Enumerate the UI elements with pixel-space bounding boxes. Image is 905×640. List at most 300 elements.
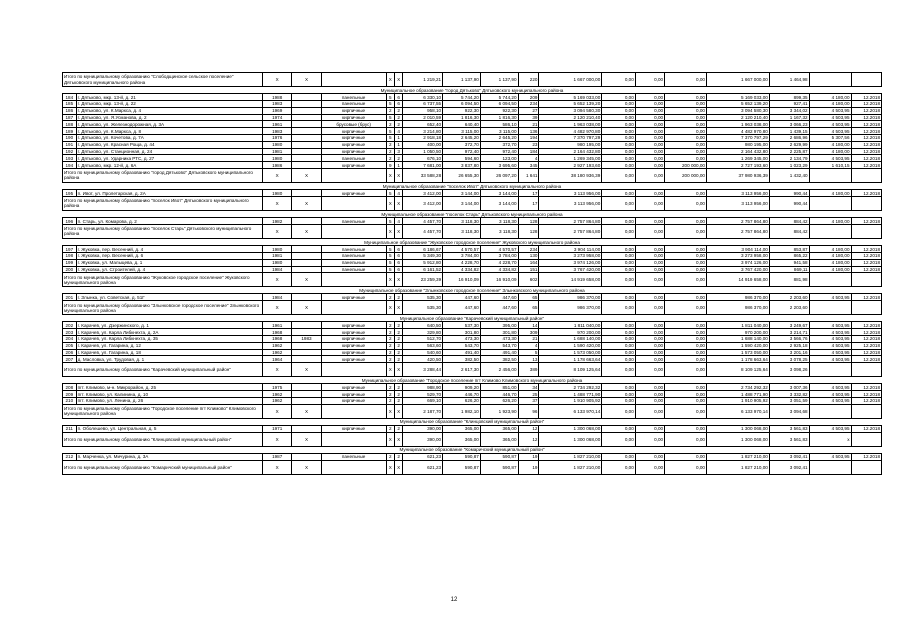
table-cell: 12.2018 (851, 398, 881, 405)
total-cell: 4 457,70 (403, 224, 443, 238)
total-cell: 535,30 (403, 301, 443, 315)
total-cell: 65 (518, 301, 539, 315)
total-cell: 128 (518, 224, 539, 238)
table-row (63, 121, 882, 128)
table-cell: 5 744,20 (480, 94, 518, 101)
table-cell: 1971 (263, 426, 292, 433)
table-cell: 2 134,79 (769, 155, 809, 162)
table-cell: 25 (518, 391, 539, 398)
table-cell: 12.2018 (851, 114, 881, 121)
table-cell (292, 134, 321, 141)
total-cell: X (394, 301, 402, 315)
table-cell: 1975 (263, 384, 292, 391)
table-cell: 990,44 (769, 190, 809, 197)
table-row (63, 141, 882, 148)
table-cell: 7 370 797,29 (539, 134, 602, 141)
total-cell (321, 301, 386, 315)
table-cell: 0,00 (665, 148, 707, 155)
total-cell (809, 363, 851, 377)
total-cell: 0,00 (665, 363, 707, 377)
total-cell (321, 224, 386, 238)
table-cell: 130 (518, 252, 539, 259)
table-cell: г. Карачев, ул. Гагарина, д. 18 (76, 349, 262, 356)
table-cell: 5 (386, 134, 394, 141)
section-total-row (63, 273, 882, 287)
table-row (63, 259, 882, 266)
total-cell (851, 73, 881, 87)
table-cell: 2 927 193,60 (539, 162, 602, 169)
total-cell: 0,00 (635, 363, 664, 377)
table-cell: 2 629,99 (769, 141, 809, 148)
table-cell: 0,00 (635, 148, 664, 155)
table-cell: 234 (518, 246, 539, 253)
table-cell: 0,00 (602, 398, 636, 405)
table-cell: 2 (386, 148, 394, 155)
table-cell: 185 (63, 100, 77, 107)
section-title: Муниципальное образование "Карачевский муниципальный район" (63, 315, 882, 322)
table-cell: 529,70 (403, 391, 443, 398)
table-cell: 652,40 (403, 121, 443, 128)
table-cell: 329,80 (403, 329, 443, 336)
table-cell: панельные (321, 155, 386, 162)
table-cell: 1962 (263, 342, 292, 349)
table-cell: 191 (63, 141, 77, 148)
table-cell: 194 (63, 162, 77, 169)
section-title: Муниципальное образование "поселок Ивот" Дятьковского муниципального района (63, 182, 882, 189)
total-cell: X (394, 73, 402, 87)
table-cell: 12.2018 (851, 155, 881, 162)
table-cell: 6 330,10 (403, 94, 443, 101)
total-cell: 0,00 (665, 404, 707, 418)
table-cell: г. Дятьково, мкр. 13-й, д. 21 (76, 94, 262, 101)
table-cell: 208 (63, 384, 77, 391)
table-cell: 203 (63, 329, 77, 336)
table-cell: 640,40 (443, 121, 481, 128)
table-cell: 2 (386, 336, 394, 343)
table-cell: 201 (63, 294, 77, 301)
total-cell: 0,00 (602, 73, 636, 87)
table-cell: 19 (518, 454, 539, 461)
table-cell: 0,00 (665, 356, 707, 363)
table-cell: 195 (63, 190, 77, 197)
table-cell: 4 570,57 (480, 246, 518, 253)
table-cell: 676,10 (403, 155, 443, 162)
table-cell: п. Марченка, ул. Мичурина, д. 3А (76, 454, 262, 461)
table-cell: 309 (518, 329, 539, 336)
total-cell (321, 73, 386, 87)
table-cell: 1 811 040,00 (707, 322, 770, 329)
table-cell: 1984 (263, 294, 292, 301)
table-cell: 6 (394, 266, 402, 273)
table-row (63, 426, 882, 433)
table-cell: 0,00 (665, 252, 707, 259)
table-cell: кирпичные (321, 336, 386, 343)
table-cell: 12.2018 (851, 342, 881, 349)
total-cell: X (263, 73, 292, 87)
total-cell (321, 273, 386, 287)
table-cell: 0,00 (665, 128, 707, 135)
total-cell: 3 144,00 (480, 196, 518, 210)
total-cell: 621,23 (403, 460, 443, 474)
table-cell: 2 645,20 (480, 134, 518, 141)
table-cell: 3 249,67 (769, 322, 809, 329)
section-header (63, 377, 882, 384)
table-cell: 4 570,57 (443, 246, 481, 253)
table-cell: 65 (518, 294, 539, 301)
total-cell: 447,60 (443, 301, 481, 315)
table-cell: 0,00 (602, 454, 636, 461)
table-cell: 4 228,70 (480, 259, 518, 266)
total-cell: X (263, 301, 292, 315)
table-cell: 4 503,95 (809, 294, 851, 301)
section-total-row (63, 168, 882, 182)
table-cell: 884,42 (769, 218, 809, 225)
total-cell: 0,00 (602, 363, 636, 377)
table-cell: 5 307,56 (809, 134, 851, 141)
total-cell: 2 757 864,80 (539, 224, 602, 238)
table-cell: 0,00 (602, 322, 636, 329)
table-cell: 869,11 (769, 266, 809, 273)
total-cell: X (263, 224, 292, 238)
table-cell: кирпичные (321, 426, 386, 433)
table-cell: 37 (518, 398, 539, 405)
table-cell: 5 (386, 218, 394, 225)
section-title: Муниципальное образование "Городское поселение пгт Климово Климовского муниципального района (63, 377, 882, 384)
total-cell: 220 (518, 73, 539, 87)
table-cell: 136 (518, 128, 539, 135)
table-cell: 301,80 (443, 329, 481, 336)
table-cell: 12.2018 (851, 252, 881, 259)
table-cell: 2 918,18 (403, 134, 443, 141)
table-cell (292, 114, 321, 121)
table-cell: брусовые (брус) (321, 121, 386, 128)
total-cell: X (292, 73, 321, 87)
table-cell: 3 767 420,00 (539, 266, 602, 273)
total-cell: 0,00 (635, 273, 664, 287)
table-cell: 4 503,95 (809, 454, 851, 461)
table-cell: г. Дятьково, ул. Железнодорожная, д. 3А (76, 121, 262, 128)
total-cell: 1 667 000,00 (707, 73, 770, 87)
total-cell: X (263, 196, 292, 210)
table-cell: 7 370 797,29 (707, 134, 770, 141)
table-cell: 12.2018 (851, 384, 881, 391)
table-cell: 3 115,00 (480, 128, 518, 135)
table-cell: 0,00 (635, 128, 664, 135)
section-header (63, 418, 882, 425)
table-cell: 3 974 126,00 (707, 259, 770, 266)
table-cell: 1981 (263, 252, 292, 259)
table-cell: 1 963 038,00 (539, 121, 602, 128)
table-cell: 2 (386, 155, 394, 162)
section-title: Муниципальное образование "поселок Старь" Дятьковского муниципального района (63, 210, 882, 217)
table-cell: 0,00 (635, 454, 664, 461)
table-cell: 3 344,02 (769, 107, 809, 114)
table-cell: 5 (386, 246, 394, 253)
total-cell: X (386, 224, 394, 238)
table-cell: 6 (394, 259, 402, 266)
total-cell: 1 923,90 (480, 404, 518, 418)
table-cell: 491,40 (443, 349, 481, 356)
table-cell: 2 (394, 426, 402, 433)
table-cell: 0,00 (635, 384, 664, 391)
total-cell: X (394, 460, 402, 474)
table-cell: 1980 (263, 141, 292, 148)
table-cell: 4 482 970,80 (539, 128, 602, 135)
table-cell: 1 688 140,00 (539, 336, 602, 343)
table-cell: 5 (386, 266, 394, 273)
table-cell: 0,00 (665, 266, 707, 273)
table-cell: 0,00 (635, 356, 664, 363)
table-cell: 123,00 (480, 155, 518, 162)
table-row (63, 94, 882, 101)
table-cell: 0,00 (665, 391, 707, 398)
table-cell: п. Ивот, ул. Пролетарская, д. 2А (76, 190, 262, 197)
table-row (63, 336, 882, 343)
table-cell: 543,70 (443, 342, 481, 349)
table-cell: 2 (394, 384, 402, 391)
table-cell (292, 148, 321, 155)
table-cell: 3 214,80 (403, 128, 443, 135)
table-cell: 2 (386, 454, 394, 461)
table-cell: 184 (63, 94, 77, 101)
total-cell: 0,00 (635, 224, 664, 238)
section-total-row (63, 196, 882, 210)
table-cell: 21 (518, 336, 539, 343)
table-cell: 206 (63, 349, 77, 356)
table-cell: 27 (518, 107, 539, 114)
total-cell: 16 910,09 (480, 273, 518, 287)
table-cell: 186 (63, 107, 77, 114)
table-cell: кирпичные (321, 128, 386, 135)
table-cell: 3 (394, 148, 402, 155)
table-cell: 6 094,50 (480, 100, 518, 107)
table-cell: 1 178 663,64 (707, 356, 770, 363)
table-cell: панельные (321, 252, 386, 259)
total-cell: 1 137,90 (443, 73, 481, 87)
table-cell: 6 094,50 (443, 100, 481, 107)
table-cell (292, 398, 321, 405)
table-cell (292, 329, 321, 336)
table-cell: 865,22 (769, 252, 809, 259)
table-cell: кирпичные (321, 162, 386, 169)
table-cell: 0,00 (665, 398, 707, 405)
total-cell: 1 464,98 (769, 73, 809, 87)
table-cell: г. Дятьково, ул. Кочетова, д. 7А (76, 134, 262, 141)
table-cell: 1 023,29 (769, 162, 809, 169)
table-cell: 2 (386, 426, 394, 433)
table-cell: 301,80 (480, 329, 518, 336)
table-cell: 210 (63, 398, 77, 405)
table-cell: 0,00 (635, 329, 664, 336)
total-cell: 1 432,40 (769, 168, 809, 182)
table-cell: 345 (518, 162, 539, 169)
table-cell: 200 (63, 266, 77, 273)
table-cell: 0,00 (602, 134, 636, 141)
total-cell: 0,00 (635, 460, 664, 474)
table-cell: 372,70 (443, 141, 481, 148)
total-cell: X (263, 168, 292, 182)
total-cell: X (386, 273, 394, 287)
total-cell: X (263, 404, 292, 418)
table-cell: кирпичные (321, 329, 386, 336)
total-cell: X (292, 273, 321, 287)
table-cell: 626,20 (480, 398, 518, 405)
table-row (63, 322, 882, 329)
total-cell: 0,00 (602, 301, 636, 315)
table-cell (292, 384, 321, 391)
table-cell: 3 695,60 (480, 162, 518, 169)
table-cell: г. Карачев, ул. Карла Либкнехта, д. 2А (76, 329, 262, 336)
table-cell: 1969 (263, 107, 292, 114)
table-cell: 6 737,55 (403, 100, 443, 107)
table-cell: 2 734 292,32 (539, 384, 602, 391)
table-cell: 563,60 (403, 342, 443, 349)
table-cell: г. Дятьково, ул. Красная Роща, д. 44 (76, 141, 262, 148)
table-cell: 204 (63, 336, 77, 343)
table-cell: 6 161,52 (403, 266, 443, 273)
table-cell: 2 (394, 107, 402, 114)
total-cell (851, 224, 881, 238)
table-cell: 446,70 (480, 391, 518, 398)
total-cell: 986 370,00 (707, 301, 770, 315)
table-cell: 0,00 (602, 162, 636, 169)
table-cell: 196 (63, 218, 77, 225)
table-cell: 626,20 (443, 398, 481, 405)
table-cell: 0,00 (635, 391, 664, 398)
total-label: Итого по муниципальному образованию "Клинцовский муниципальный район" (63, 432, 263, 446)
section-title: Муниципальное образование "Клинцовский муниципальный район" (63, 418, 882, 425)
table-cell: 0,00 (665, 94, 707, 101)
table-cell: 0,00 (665, 322, 707, 329)
table-cell: 0,00 (602, 329, 636, 336)
total-cell: 2 203,60 (769, 301, 809, 315)
table-cell: 3 904 114,00 (707, 246, 770, 253)
table-cell: 212 (63, 454, 77, 461)
table-cell: 4 (394, 190, 402, 197)
table-cell: 12.2018 (851, 128, 881, 135)
table-cell: 1 816,30 (443, 114, 481, 121)
table-cell: 2 (386, 391, 394, 398)
table-cell (292, 94, 321, 101)
table-cell: 3 113 956,00 (539, 190, 602, 197)
table-cell: 12.2018 (851, 121, 881, 128)
table-cell: 972,40 (480, 148, 518, 155)
table-cell: 194 (518, 134, 539, 141)
table-cell: 2 164 432,80 (707, 148, 770, 155)
table-cell: 365,00 (480, 426, 518, 433)
table-cell: кирпичные (321, 391, 386, 398)
table-cell: 0,00 (635, 94, 664, 101)
total-cell (809, 404, 851, 418)
table-cell: г. Дятьково, ул. Ударника РТС, д. 27 (76, 155, 262, 162)
table-cell: 0,00 (665, 384, 707, 391)
table-cell: 958,10 (403, 107, 443, 114)
table-cell: 1981 (263, 148, 292, 155)
table-cell: 2 (386, 384, 394, 391)
table-cell (292, 342, 321, 349)
table-row (63, 100, 882, 107)
table-cell: кирпичные (321, 134, 386, 141)
table-cell: 5 (518, 349, 539, 356)
table-cell: 594,60 (443, 155, 481, 162)
table-cell: 207 (63, 356, 77, 363)
table-cell: 2 (386, 342, 394, 349)
table-cell: 1 963 038,00 (707, 121, 770, 128)
table-cell: 0,00 (665, 121, 707, 128)
table-cell: 3 561,83 (769, 426, 809, 433)
total-cell: X (292, 404, 321, 418)
table-cell: 0,00 (602, 114, 636, 121)
total-cell: 19 (518, 460, 539, 474)
table-cell: 4 228,70 (443, 259, 481, 266)
table-cell: 209 (63, 391, 77, 398)
table-cell: 0,00 (602, 141, 636, 148)
total-cell: 3 118,30 (443, 224, 481, 238)
total-cell (809, 273, 851, 287)
total-cell: 0,00 (602, 432, 636, 446)
table-cell: панельные (321, 246, 386, 253)
table-cell: 4 180,00 (809, 266, 851, 273)
table-cell: 0,00 (665, 342, 707, 349)
total-cell: 14 919 658,00 (707, 273, 770, 287)
table-cell: 3 118,30 (480, 218, 518, 225)
total-cell: X (394, 196, 402, 210)
table-cell: 12.2018 (851, 134, 881, 141)
table-cell: 2 (386, 107, 394, 114)
total-cell: 1 137,90 (480, 73, 518, 87)
table-cell: 4 503,95 (809, 155, 851, 162)
table-cell: 0,00 (665, 134, 707, 141)
section-title: Муниципальное образование "город Дятьково" Дятьковского муниципального района (63, 87, 882, 94)
table-cell: 1983 (263, 128, 292, 135)
table-cell: 0,00 (602, 342, 636, 349)
total-cell: X (386, 73, 394, 87)
table-cell: кирпичные (321, 356, 386, 363)
total-cell: 2 757 864,80 (707, 224, 770, 238)
table-cell: 12.2018 (851, 426, 881, 433)
total-cell (851, 404, 881, 418)
table-cell: 4 (518, 342, 539, 349)
section-title: Муниципальное образование "Злынковское городское поселение" Злынковского муниципального района (63, 287, 882, 294)
table-cell (292, 218, 321, 225)
table-cell: кирпичные (321, 349, 386, 356)
table-body (63, 73, 882, 475)
table-cell: 980 195,00 (707, 141, 770, 148)
table-cell: г. Жуковка, пер. Весенний, д. 6 (76, 252, 262, 259)
table-cell: 2 010,59 (403, 114, 443, 121)
table-cell: 4 457,70 (403, 218, 443, 225)
table-cell: кирпичные (321, 107, 386, 114)
table-cell: 7 681,00 (403, 162, 443, 169)
total-cell: 1 827 210,00 (539, 460, 602, 474)
table-cell: 1 488 771,90 (707, 391, 770, 398)
total-cell: 0,00 (602, 168, 636, 182)
total-cell: X (292, 196, 321, 210)
table-cell: 2 734 292,32 (707, 384, 770, 391)
table-cell: 0,00 (665, 246, 707, 253)
total-cell (321, 196, 386, 210)
total-cell: 3 098,26 (769, 363, 809, 377)
total-cell: X (386, 404, 394, 418)
total-cell: 0,00 (665, 460, 707, 474)
table-cell: 3 332,82 (769, 391, 809, 398)
table-cell: 0,00 (602, 246, 636, 253)
table-cell: 5 (386, 100, 394, 107)
table-cell: 4 334,82 (480, 266, 518, 273)
table-cell (292, 426, 321, 433)
table-cell: 1 167,32 (769, 114, 809, 121)
table-row (63, 148, 882, 155)
